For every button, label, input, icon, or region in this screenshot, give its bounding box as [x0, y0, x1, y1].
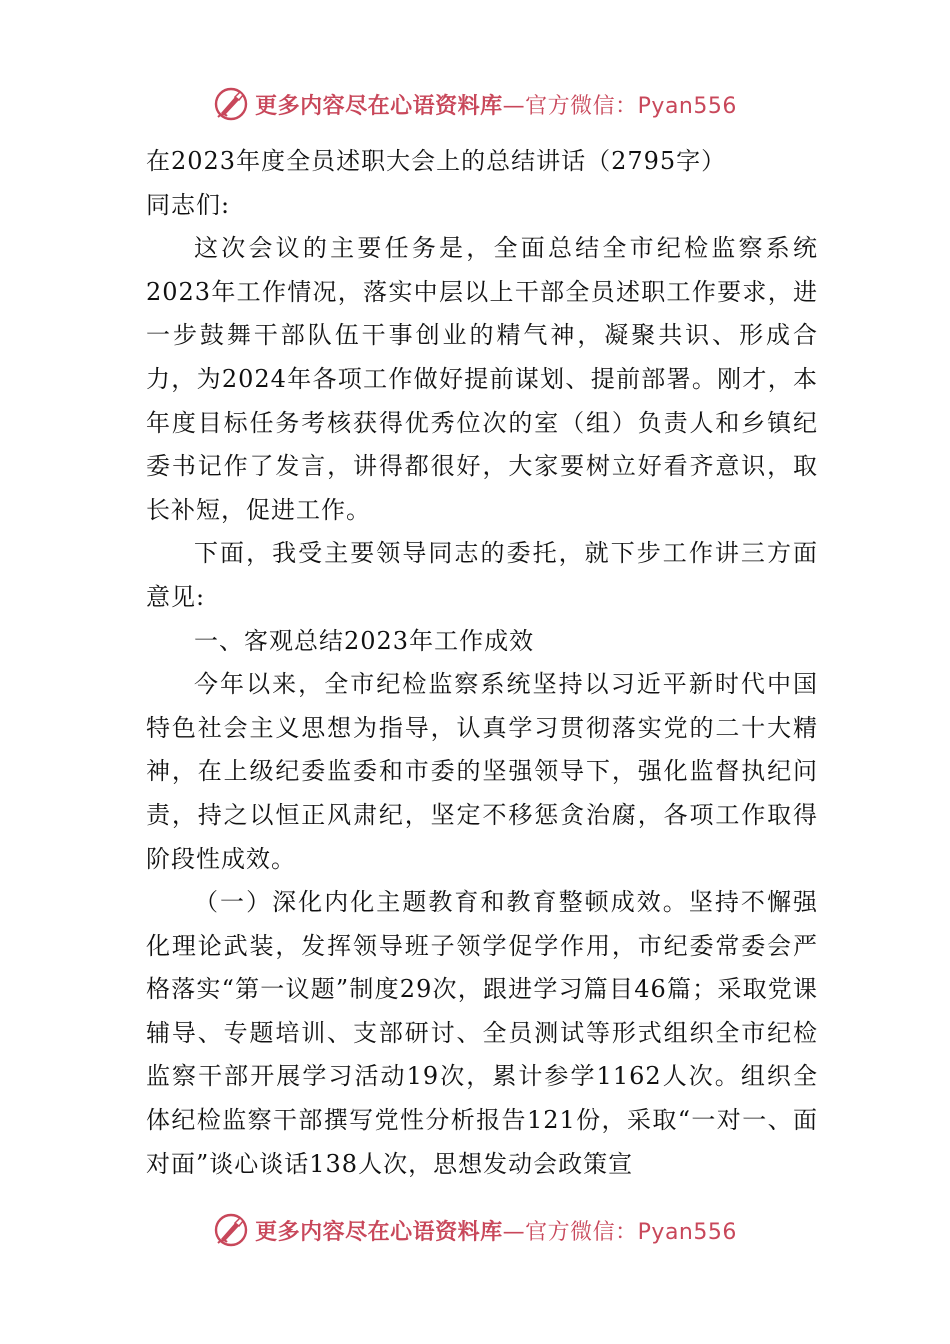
banner-brand: 更多内容尽在心语资料库	[255, 1219, 503, 1245]
banner-contact-label: 官方微信：	[525, 93, 638, 119]
pen-logo-icon	[213, 1212, 249, 1248]
paragraph-intro: 这次会议的主要任务是，全面总结全市纪检监察系统2023年工作情况，落实中层以上干部全员述职工作要求，进一步鼓舞干部队伍干事创业的精气神，凝聚共识、形成合力，为2024年各项工作做好提前谋划、提前部署。刚才，本年度目标任务考核获得优秀位次的室（组）负责人和乡镇纪委书记作了发言，讲得都很好，大家要树立好看齐意识，取长补短，促进工作。	[146, 234, 818, 524]
banner-wechat-id: Pyan556	[637, 93, 737, 119]
document-body	[146, 140, 818, 1186]
banner-text	[255, 89, 737, 120]
document-title: 在2023年度全员述职大会上的总结讲话（2795字）	[146, 147, 727, 175]
banner-contact-label: 官方微信：	[525, 1219, 638, 1245]
banner-brand: 更多内容尽在心语资料库	[255, 93, 503, 119]
header-banner	[0, 84, 950, 124]
banner-dash: —	[502, 93, 526, 119]
banner-wechat-id: Pyan556	[637, 1219, 737, 1245]
banner-text	[255, 1215, 737, 1246]
pen-logo-icon	[213, 86, 249, 122]
banner-dash: —	[502, 1219, 526, 1245]
paragraph-subsection-1: （一）深化内化主题教育和教育整顿成效。坚持不懈强化理论武装，发挥领导班子领学促学作用，市纪委常委会严格落实“第一议题”制度29次，跟进学习篇目46篇；采取党课辅导、专题培训、支部研讨、全员测试等形式组织全市纪检监察干部开展学习活动19次，累计参学1162人次。组织全体纪检监察干部撰写党性分析报告121份，采取“一对一、面对面”谈心谈话138人次，思想发动会政策宣	[146, 888, 818, 1178]
section-heading-1: 一、客观总结2023年工作成效	[194, 626, 535, 655]
paragraph-summary: 今年以来，全市纪检监察系统坚持以习近平新时代中国特色社会主义思想为指导，认真学习贯彻落实党的二十大精神，在上级纪委监委和市委的坚强领导下，强化监督执纪问责，持之以恒正风肃纪，坚定不移惩贪治腐，各项工作取得阶段性成效。	[146, 670, 818, 873]
paragraph-overview: 下面，我受主要领导同志的委托，就下步工作讲三方面意见:	[146, 539, 818, 611]
footer-banner	[0, 1210, 950, 1250]
salutation: 同志们:	[146, 190, 231, 219]
